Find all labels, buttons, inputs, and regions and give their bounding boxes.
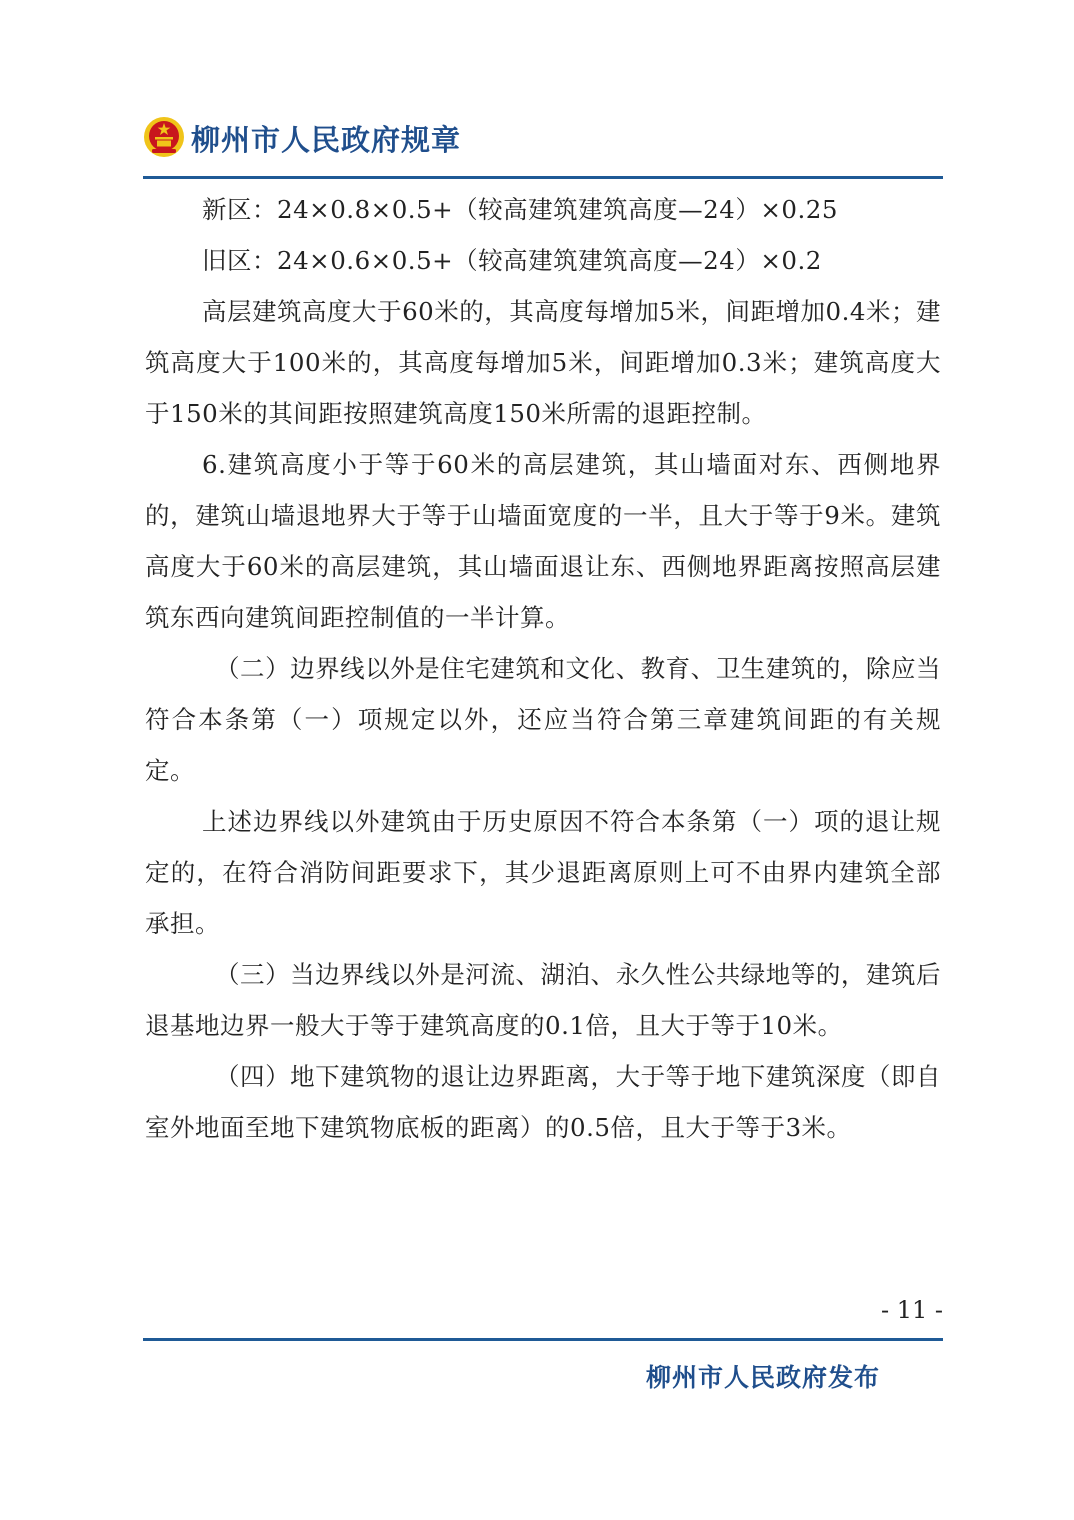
- paragraph-formula-new-district: 新区：24×0.8×0.5+（较高建筑建筑高度—24）×0.25: [202, 195, 838, 224]
- paragraph-formula-old-district: 旧区：24×0.6×0.5+（较高建筑建筑高度—24）×0.2: [202, 246, 822, 275]
- paragraph-historical-note: 上述边界线以外建筑由于历史原因不符合本条第（一）项的退让规定的，在符合消防间距要求下，其少退距离原则上可不由界内建筑全部承担。: [145, 807, 941, 938]
- document-body: [145, 184, 941, 1153]
- page-number: - 11 -: [880, 1296, 943, 1324]
- paragraph-clause-2: （二）边界线以外是住宅建筑和文化、教育、卫生建筑的，除应当符合本条第（一）项规定以外，还应当符合第三章建筑间距的有关规定。: [145, 654, 941, 785]
- paragraph-clause-4: （四）地下建筑物的退让边界距离，大于等于地下建筑深度（即自室外地面至地下建筑物底板的距离）的0.5倍，且大于等于3米。: [145, 1062, 941, 1142]
- paragraph-item-6: 6.建筑高度小于等于60米的高层建筑，其山墙面对东、西侧地界的，建筑山墙退地界大于等于山墙面宽度的一半，且大于等于9米。建筑高度大于60米的高层建筑，其山墙面退让东、西侧地界距离按照高层建筑东西向建筑间距控制值的一半计算。: [145, 450, 941, 632]
- national-emblem-icon: [143, 116, 185, 158]
- page-header: [143, 112, 943, 168]
- paragraph-high-rise-spacing: 高层建筑高度大于60米的，其高度每增加5米，间距增加0.4米；建筑高度大于100米的，其高度每增加5米，间距增加0.3米；建筑高度大于150米的其间距按照建筑高度150米所需的退距控制。: [145, 297, 941, 428]
- footer-divider: [143, 1338, 943, 1341]
- header-title: 柳州市人民政府规章: [191, 123, 462, 157]
- header-divider: [143, 176, 943, 179]
- paragraph-clause-3: （三）当边界线以外是河流、湖泊、永久性公共绿地等的，建筑后退基地边界一般大于等于建筑高度的0.1倍，且大于等于10米。: [145, 960, 941, 1040]
- footer-publisher: 柳州市人民政府发布: [645, 1363, 880, 1392]
